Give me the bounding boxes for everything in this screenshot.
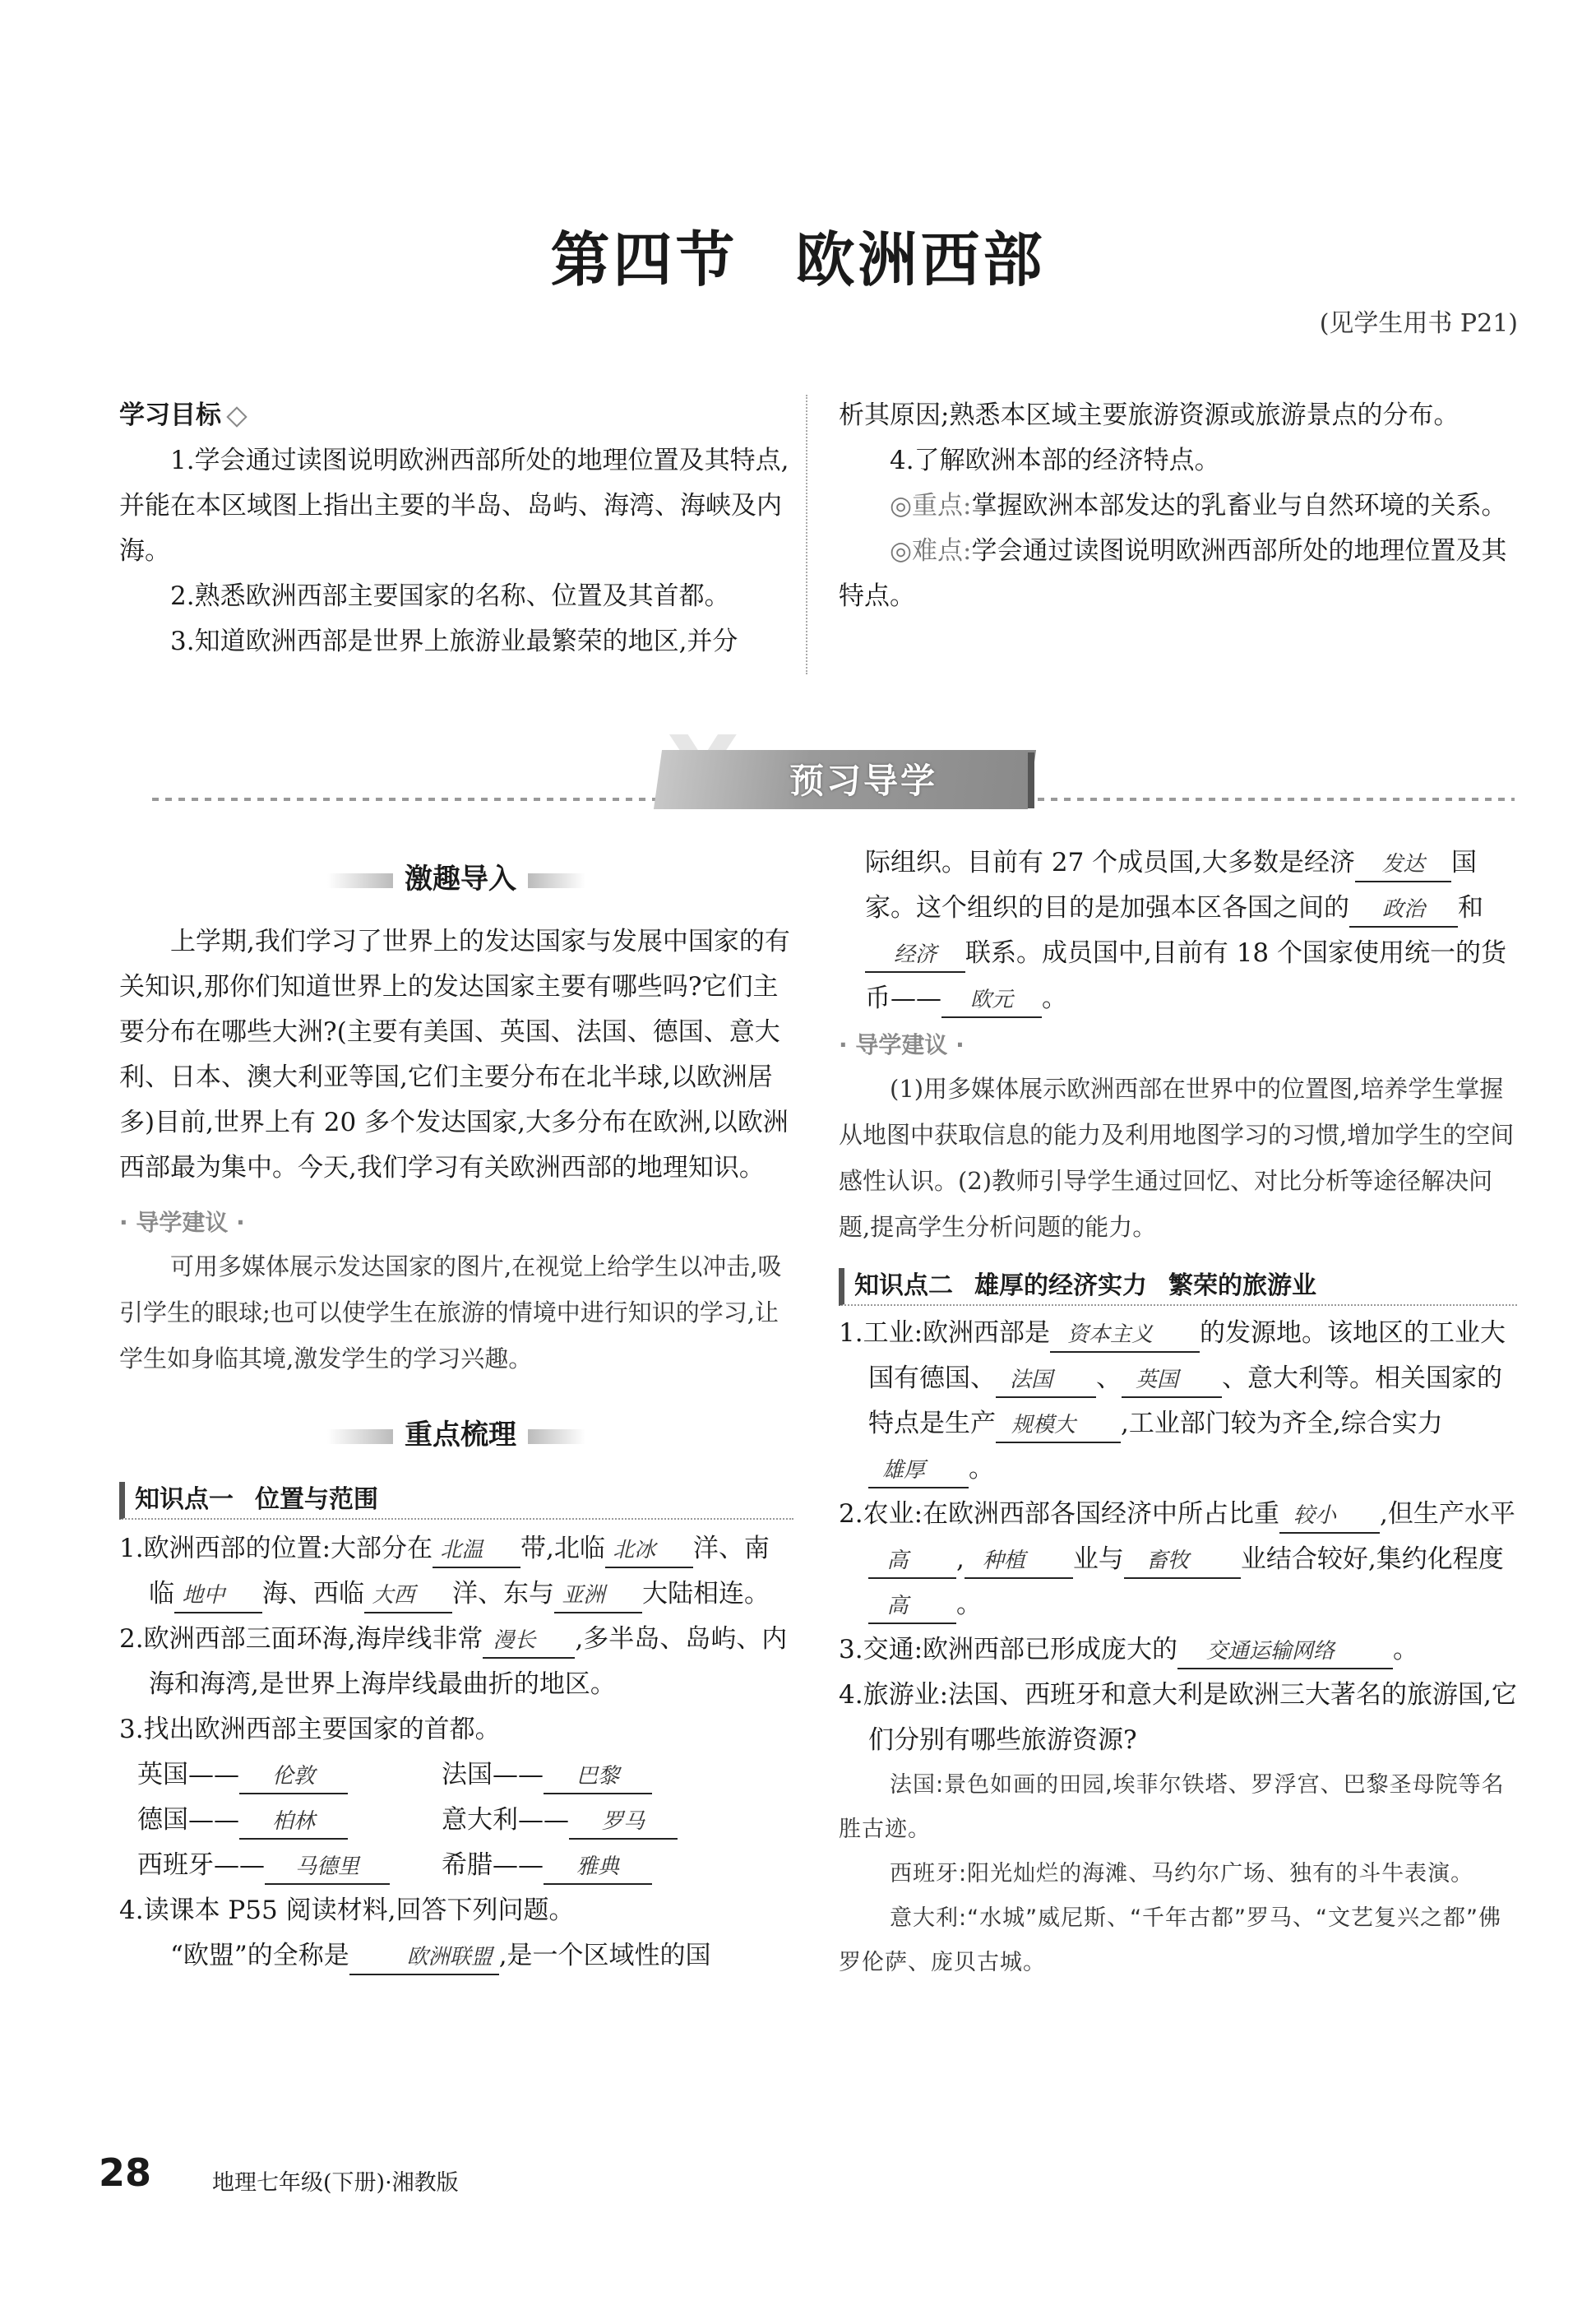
answer-blank: 马德里: [265, 1850, 390, 1885]
review-guide-label: · 导学建议 ·: [839, 1031, 965, 1058]
heading-bar-right: [528, 873, 585, 888]
capital-row: 德国—— 柏林 意大利—— 罗马: [137, 1798, 793, 1843]
capitals-grid: [119, 1752, 793, 1888]
objective-2: 2.熟悉欧洲西部主要国家的名称、位置及其首都。: [170, 581, 730, 611]
question-4-cont: 际组织。目前有 27 个成员国,大多数是经济 发达 国家。这个组织的目的是加强本区各国之间的 政治 和经济 联系。成员国中,目前有 18 个国家使用统一的货币—— 欧元 。: [839, 840, 1517, 1021]
answer-blank: 罗马: [569, 1805, 678, 1840]
answer-blank: 高: [868, 1590, 956, 1624]
item-transport: 3.交通:欧洲西部已形成庞大的 交通运输网络 。: [839, 1627, 1517, 1673]
intro-guide-text: 可用多媒体展示发达国家的图片,在视觉上给学生以冲击,吸引学生的眼球;也可以使学生在旅游的情境中进行知识的学习,让学生如身临其境,激发学生的学习兴趣。: [119, 1252, 782, 1373]
answer-blank: 交通运输网络: [1177, 1635, 1393, 1669]
answer-blank: 漫长: [483, 1624, 575, 1659]
answer-blank: 规模大: [996, 1409, 1121, 1443]
objective-3-cont: 析其原因;熟悉本区域主要旅游资源或旅游景点的分布。: [839, 400, 1460, 430]
tourism-spain: 西班牙:阳光灿烂的海滩、马约尔广场、独有的斗牛表演。: [890, 1861, 1474, 1886]
banner-line-left: [152, 798, 658, 801]
review-heading: 重点梳理: [119, 1411, 793, 1459]
answer-blank: 巴黎: [544, 1760, 652, 1794]
objectives-heading: 学习目标: [119, 393, 793, 438]
title-part1: 第四节: [550, 225, 738, 294]
question-4: 4.读课本 P55 阅读材料,回答下列问题。: [119, 1896, 575, 1925]
diamond-icon: [226, 406, 247, 427]
intro-heading: 激趣导入: [119, 855, 793, 903]
banner-label: 预习导学: [789, 761, 937, 801]
answer-blank: 英国: [1122, 1363, 1222, 1398]
objective-3: 3.知道欧洲西部是世界上旅游业最繁荣的地区,并分: [170, 627, 738, 656]
question-3: 3.找出欧洲西部主要国家的首都。: [119, 1715, 501, 1744]
book-title: 地理七年级(下册)·湘教版: [212, 2170, 459, 2196]
heading-bar-left: [327, 1429, 393, 1444]
answer-blank: 高: [868, 1544, 956, 1579]
objective-4: 4.了解欧洲本部的经济特点。: [890, 446, 1220, 475]
review-guide-text: (1)用多媒体展示欧洲西部在世界中的位置图,培养学生掌握从地图中获取信息的能力及利用地图学习的习惯,增加学生的空间感性认识。(2)教师引导学生通过回忆、对比分析等途径解决问题,提高学生分析问题的能力。: [839, 1075, 1515, 1241]
item-agriculture: 2.农业:在欧洲西部各国经济中所占比重 较小 ,但生产水平高 , 种植 业与 畜牧 业结合较好,集约化程度高 。: [839, 1492, 1517, 1627]
page-number: 28: [99, 2150, 152, 2195]
answer-blank: 雅典: [544, 1850, 652, 1885]
difficult-point: ◎难点:学会通过读图说明欧洲西部所处的地理位置及其特点。: [839, 536, 1507, 611]
answer-blank: 畜牧: [1124, 1544, 1241, 1579]
key-point: ◎重点:掌握欧洲本部发达的乳畜业与自然环境的关系。: [890, 491, 1507, 521]
capital-row: 英国—— 伦敦 法国—— 巴黎: [137, 1752, 793, 1798]
answer-blank: 政治: [1349, 893, 1458, 928]
answer-blank: 种植: [965, 1544, 1073, 1579]
answer-blank: 经济: [865, 938, 965, 973]
objectives-right: [839, 393, 1517, 619]
banner-end-bar: [1028, 752, 1034, 808]
objectives-left: [119, 393, 793, 664]
knowledge-point-1: 知识点一 位置与范围: [119, 1482, 793, 1520]
answer-blank: 大西: [364, 1579, 452, 1613]
heading-bar-left: [327, 873, 393, 888]
question-1: 1.欧洲西部的位置:大部分在 北温 带,北临 北冰 洋、南临 地中 海、西临 大西 洋、东与 亚洲 大陆相连。: [119, 1526, 793, 1617]
capital-row: 西班牙—— 马德里 希腊—— 雅典: [137, 1843, 793, 1888]
intro-guide-label: · 导学建议 ·: [119, 1209, 245, 1236]
objective-1: 1.学会通过读图说明欧洲西部所处的地理位置及其特点,并能在本区域图上指出主要的半岛、岛屿、海湾、海峡及内海。: [119, 446, 789, 566]
answer-blank: 较小: [1279, 1499, 1380, 1534]
banner-line-right: [1038, 798, 1515, 801]
knowledge-point-2: 知识点二 雄厚的经济实力 繁荣的旅游业: [839, 1268, 1517, 1306]
answer-blank: 欧元: [941, 984, 1042, 1018]
answer-blank: 柏林: [239, 1805, 348, 1840]
column-divider: [806, 395, 807, 674]
page-title: [0, 212, 1596, 298]
answer-blank: 欧洲联盟: [349, 1941, 499, 1975]
answer-blank: 北冰: [605, 1534, 693, 1568]
item-tourism: 4.旅游业:法国、西班牙和意大利是欧洲三大著名的旅游国,它们分别有哪些旅游资源?: [839, 1680, 1517, 1755]
tourism-france: 法国:景色如画的田园,埃菲尔铁塔、罗浮宫、巴黎圣母院等名胜古迹。: [839, 1772, 1505, 1842]
answer-blank: 伦敦: [239, 1760, 348, 1794]
answer-blank: 北温: [433, 1534, 520, 1568]
intro-text: 上学期,我们学习了世界上的发达国家与发展中国家的有关知识,那你们知道世界上的发达国家主要有哪些吗?它们主要分布在哪些大洲?(主要有美国、英国、法国、德国、意大利、日本、澳大利亚等国,它们主要分布在北半球,以欧洲居多)目前,世界上有 20 多个发达国家,大多分布在欧洲,以欧洲西部最为集中。今天,我们学习有关欧洲西部的地理知识。: [119, 927, 790, 1183]
reference-note: (见学生用书 P21): [1319, 309, 1518, 338]
question-2: 2.欧洲西部三面环海,海岸线非常 漫长 ,多半岛、岛屿、内海和海湾,是世界上海岸线最曲折的地区。: [119, 1624, 788, 1699]
right-column: [839, 840, 1517, 1985]
answer-blank: 雄厚: [868, 1454, 969, 1488]
title-part2: 欧洲西部: [795, 225, 1046, 294]
answer-blank: 亚洲: [554, 1579, 642, 1613]
tourism-italy: 意大利:“水城”威尼斯、“千年古都”罗马、“文艺复兴之都”佛罗伦萨、庞贝古城。: [839, 1905, 1502, 1975]
answer-blank: 发达: [1355, 848, 1451, 882]
answer-blank: 资本主义: [1050, 1318, 1200, 1353]
left-column: [119, 855, 793, 1979]
item-industry: 1.工业:欧洲西部是 资本主义 的发源地。该地区的工业大国有德国、 法国 、 英国 、意大利等。相关国家的特点是生产 规模大 ,工业部门较为齐全,综合实力雄厚 。: [839, 1311, 1517, 1492]
heading-bar-right: [528, 1429, 585, 1444]
answer-blank: 地中: [174, 1579, 262, 1613]
answer-blank: 法国: [996, 1363, 1096, 1398]
question-4-eu: “欧盟”的全称是 欧洲联盟 ,是一个区域性的国: [119, 1933, 793, 1979]
